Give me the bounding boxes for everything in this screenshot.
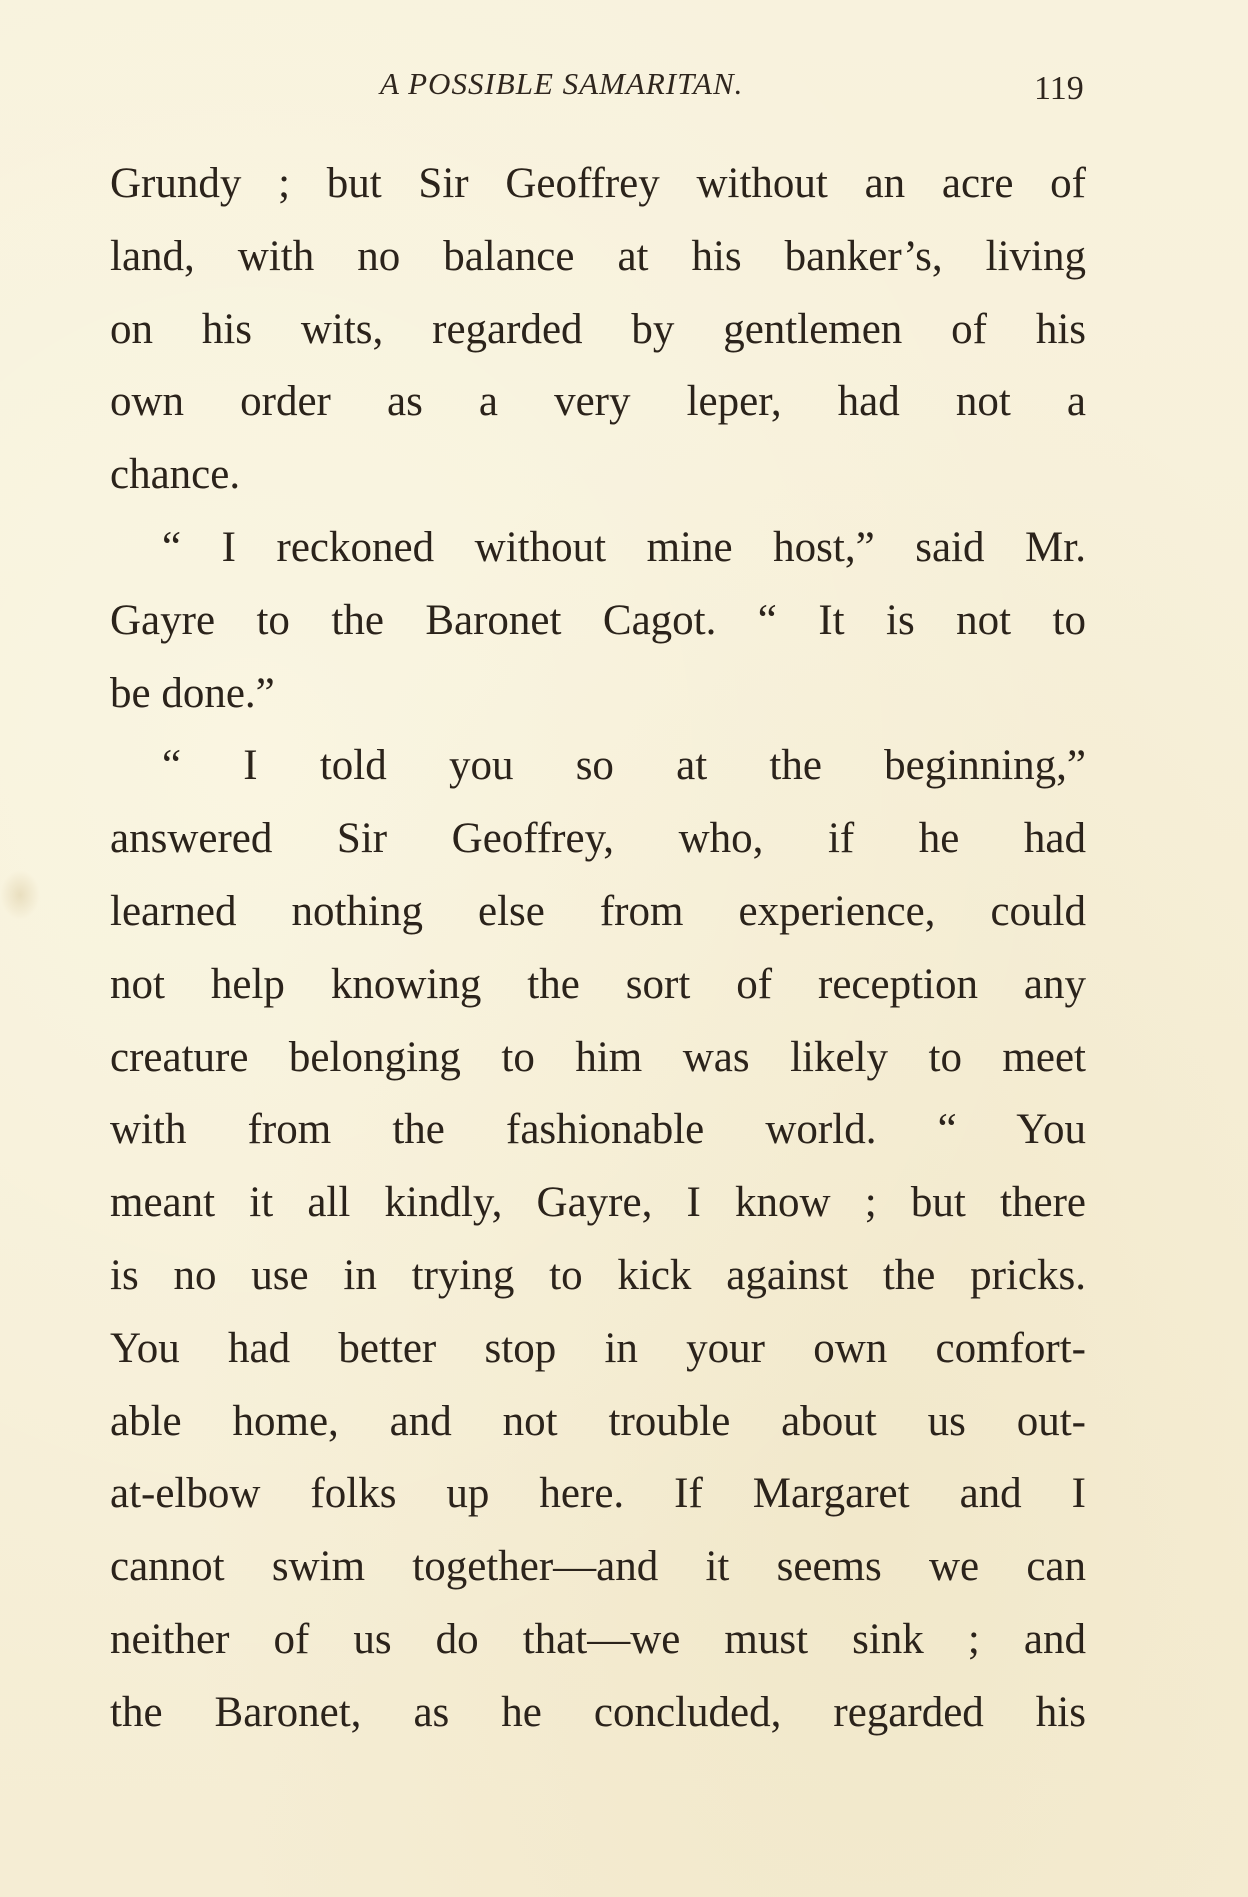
text-line: at-elbow folks up here. If Margaret and I xyxy=(110,1470,1086,1518)
text-line: “ I told you so at the beginning,” xyxy=(162,742,1086,790)
text-line: own order as a very leper, had not a xyxy=(110,378,1086,426)
paper-stain xyxy=(0,870,40,920)
text-line: learned nothing else from experience, could xyxy=(110,887,1086,935)
page-number: 119 xyxy=(1034,70,1084,107)
running-head xyxy=(0,66,1248,116)
text-line: not help knowing the sort of reception any xyxy=(110,960,1086,1008)
text-line: land, with no balance at his banker’s, living xyxy=(110,232,1086,280)
text-line: with from the fashionable world. “ You xyxy=(110,1106,1086,1154)
text-line: on his wits, regarded by gentlemen of his xyxy=(110,305,1086,353)
running-title: A POSSIBLE SAMARITAN. xyxy=(380,66,744,101)
text-line: chance. xyxy=(110,451,241,499)
text-line: creature belonging to him was likely to meet xyxy=(110,1033,1086,1081)
text-line: cannot swim together—and it seems we can xyxy=(110,1543,1086,1591)
text-line: the Baronet, as he concluded, regarded his xyxy=(110,1688,1086,1736)
text-line: Grundy ; but Sir Geoffrey without an acre of xyxy=(110,160,1086,207)
text-line: answered Sir Geoffrey, who, if he had xyxy=(110,815,1086,863)
text-line: be done.” xyxy=(110,669,275,717)
body-text xyxy=(110,148,1086,1750)
text-line: is no use in trying to kick against the pricks. xyxy=(110,1251,1086,1299)
text-line: able home, and not trouble about us out- xyxy=(110,1397,1086,1445)
text-line: meant it all kindly, Gayre, I know ; but there xyxy=(110,1179,1086,1227)
text-line: You had better stop in your own comfort- xyxy=(110,1324,1086,1372)
text-line: “ I reckoned without mine host,” said Mr. xyxy=(162,523,1086,571)
text-line: neither of us do that—we must sink ; and xyxy=(110,1615,1086,1663)
text-line: Gayre to the Baronet Cagot. “ It is not to xyxy=(110,596,1086,644)
